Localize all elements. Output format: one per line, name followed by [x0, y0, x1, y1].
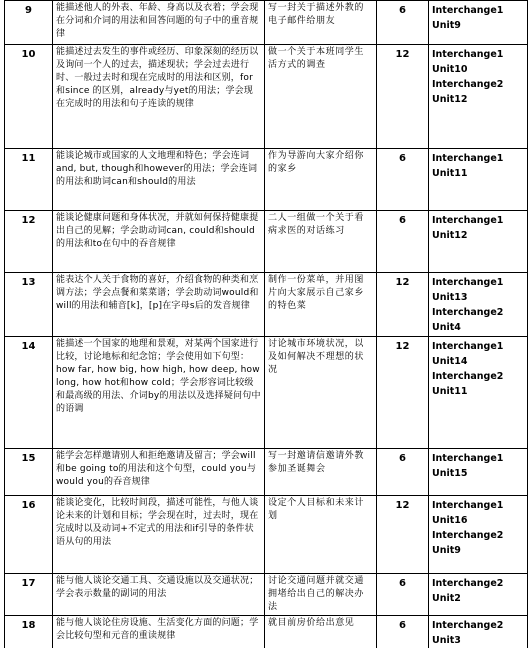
table-row — [5, 45, 528, 149]
unit-label: Unit11 — [432, 386, 468, 397]
unit-label: Interchange2 — [432, 530, 504, 541]
unit-label: Interchange1 — [432, 341, 504, 352]
class-hours: 6 — [377, 449, 429, 496]
table-row — [5, 273, 528, 337]
learning-goal: 能与他人谈论交通工具、交通设施以及交通状况；学会表示数量的副词的用法 — [53, 574, 265, 616]
table-row — [5, 496, 528, 574]
table-row — [5, 574, 528, 616]
class-hours: 6 — [377, 574, 429, 616]
task-description: 做一个关于本班同学生活方式的调查 — [265, 45, 377, 149]
unit-label: Unit3 — [432, 635, 461, 646]
unit-label: Unit2 — [432, 593, 461, 604]
unit-label: Unit4 — [432, 322, 461, 333]
textbook-units — [429, 337, 528, 449]
lesson-number: 12 — [5, 211, 53, 273]
class-hours: 6 — [377, 616, 429, 648]
learning-goal: 能谈论城市或国家的人文地理和特色；学会连词and, but, though和however的用法；学会连词的用法和助词can和should的用法 — [53, 149, 265, 211]
unit-label: Unit11 — [432, 168, 468, 179]
textbook-units — [429, 45, 528, 149]
task-description: 写一封邀请信邀请外教参加圣诞舞会 — [265, 449, 377, 496]
learning-goal: 能表达个人关于食物的喜好，介绍食物的种类和烹调方法；学会点餐和菜菜谱；学会助动词would和will的用法和辅音[k]，[p]在字母s后的发音规律 — [53, 273, 265, 337]
table-row — [5, 1, 528, 45]
lesson-number: 13 — [5, 273, 53, 337]
task-description: 讨论交通问题并就交通拥堵给出自己的解决办法 — [265, 574, 377, 616]
class-hours: 12 — [377, 45, 429, 149]
unit-label: Unit13 — [432, 292, 468, 303]
lesson-number: 17 — [5, 574, 53, 616]
textbook-units — [429, 273, 528, 337]
textbook-units — [429, 574, 528, 616]
learning-goal: 能谈论变化，比较时间段，描述可能性，与他人谈论未来的计划和目标；学会现在时，过去时，现在完成时以及动词+不定式的用法和if引导的条件状语从句的用法 — [53, 496, 265, 574]
textbook-units — [429, 616, 528, 648]
learning-goal: 能描述过去发生的事件或经历、印象深刻的经历以及询问一个人的过去，描述现状；学会过去进行时、一般过去时和现在完成时的用法和区别，for和since 的区别，already与yet的用法；学会现在完成时的用法和句子连读的规律 — [53, 45, 265, 149]
unit-label: Interchange1 — [432, 5, 504, 16]
task-description: 讨论城市环境状况，以及如何解决不理想的状况 — [265, 337, 377, 449]
textbook-units — [429, 1, 528, 45]
unit-label: Interchange2 — [432, 79, 504, 90]
unit-label: Interchange2 — [432, 307, 504, 318]
class-hours: 12 — [377, 273, 429, 337]
lesson-number: 15 — [5, 449, 53, 496]
class-hours: 12 — [377, 337, 429, 449]
learning-goal: 能描述一个国家的地理和景观，对某两个国家进行比较，讨论地标和纪念馆；学会使用如下句型：how far, how big, how high, how deep, how long, how hot和how cold；学会形容词比较级和最高级的用法、介词by的用法以及选择疑问句中的语调 — [53, 337, 265, 449]
task-description: 二人一组做一个关于看病求医的对话练习 — [265, 211, 377, 273]
task-description: 制作一份菜单，并用图片向大家展示自己家乡的特色菜 — [265, 273, 377, 337]
unit-label: Interchange2 — [432, 620, 504, 631]
learning-goal: 能与他人谈论住房设施、生活变化方面的问题；学会比较句型和元音的重读规律 — [53, 616, 265, 648]
class-hours: 6 — [377, 211, 429, 273]
lesson-number: 16 — [5, 496, 53, 574]
unit-label: Interchange1 — [432, 153, 504, 164]
task-description: 作为导游向大家介绍你的家乡 — [265, 149, 377, 211]
table-row — [5, 449, 528, 496]
curriculum-table-body — [5, 1, 528, 648]
unit-label: Unit9 — [432, 20, 461, 31]
textbook-units — [429, 211, 528, 273]
lesson-number: 18 — [5, 616, 53, 648]
unit-label: Interchange1 — [432, 215, 504, 226]
learning-goal: 能谈论健康问题和身体状况，并就如何保持健康提出自己的见解；学会助动词can, could和should 的用法和to在句中的吞音规律 — [53, 211, 265, 273]
unit-label: Interchange1 — [432, 49, 504, 60]
unit-label: Unit16 — [432, 515, 468, 526]
textbook-units — [429, 449, 528, 496]
table-row — [5, 211, 528, 273]
learning-goal: 能学会怎样邀请别人和拒绝邀请及留言；学会will和be going to的用法和这个句型，could you与would you的吞音规律 — [53, 449, 265, 496]
unit-label: Interchange1 — [432, 277, 504, 288]
unit-label: Unit15 — [432, 468, 468, 479]
task-description: 就目前房价给出意见 — [265, 616, 377, 648]
unit-label: Unit9 — [432, 545, 461, 556]
task-description: 设定个人目标和未来计划 — [265, 496, 377, 574]
class-hours: 6 — [377, 149, 429, 211]
class-hours: 6 — [377, 1, 429, 45]
table-row — [5, 616, 528, 648]
textbook-units — [429, 496, 528, 574]
unit-label: Interchange2 — [432, 578, 504, 589]
lesson-number: 9 — [5, 1, 53, 45]
curriculum-table — [4, 0, 528, 648]
lesson-number: 11 — [5, 149, 53, 211]
lesson-number: 14 — [5, 337, 53, 449]
unit-label: Unit14 — [432, 356, 468, 367]
unit-label: Unit10 — [432, 64, 468, 75]
table-row — [5, 337, 528, 449]
table-row — [5, 149, 528, 211]
unit-label: Interchange1 — [432, 500, 504, 511]
learning-goal: 能描述他人的外表、年龄、身高以及衣着；学会现在分词和介词的用法和回答问题的句子中的重音规律 — [53, 1, 265, 45]
textbook-units — [429, 149, 528, 211]
unit-label: Interchange2 — [432, 371, 504, 382]
unit-label: Unit12 — [432, 230, 468, 241]
unit-label: Interchange1 — [432, 453, 504, 464]
class-hours: 12 — [377, 496, 429, 574]
lesson-number: 10 — [5, 45, 53, 149]
unit-label: Unit12 — [432, 94, 468, 105]
task-description: 写一封关于描述外教的电子邮件给朋友 — [265, 1, 377, 45]
